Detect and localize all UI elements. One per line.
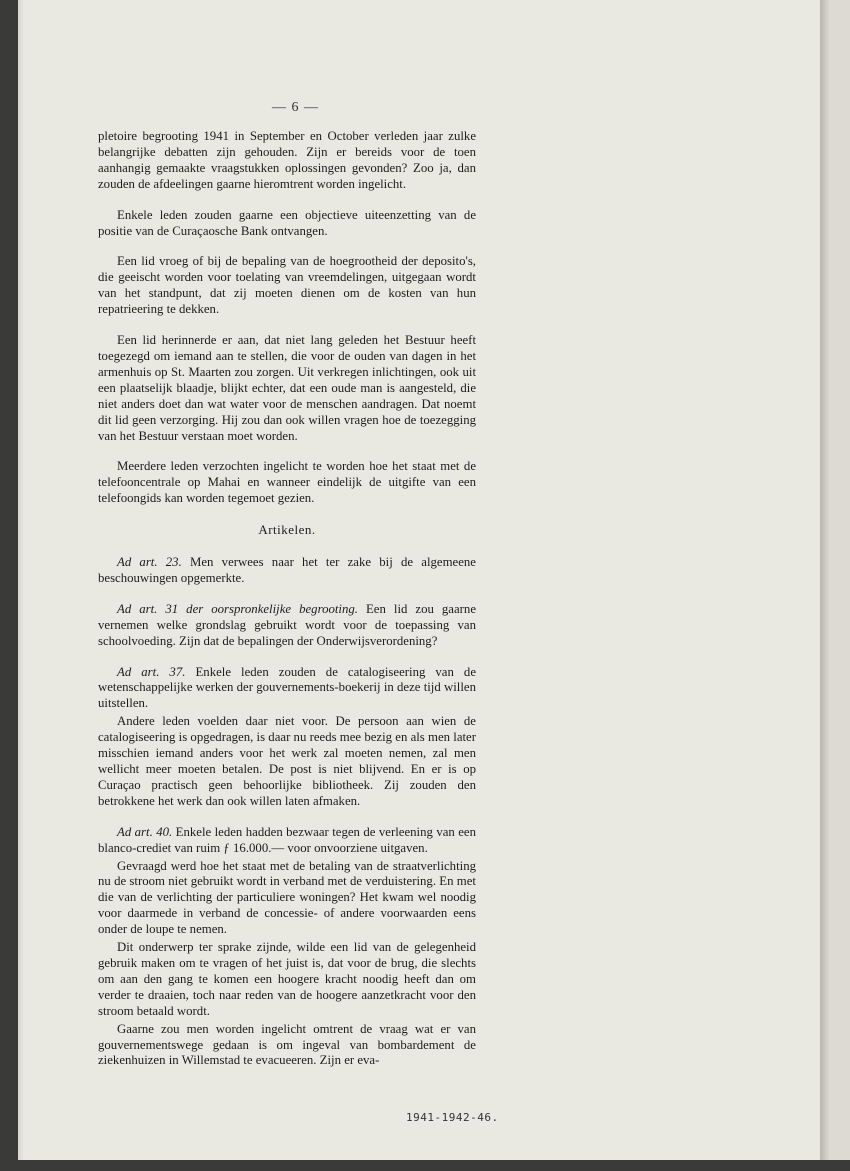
document-page xyxy=(18,0,820,1160)
paragraph-curacaosche-bank: Enkele leden zouden gaarne een objectieve uiteenzetting van de positie van de Curaçaosche Bank ontvangen. xyxy=(98,207,476,238)
paragraph-armenhuis: Een lid herinnerde er aan, dat niet lang geleden het Bestuur heeft toegezegd om iemand aan te stellen, die voor de ouden van dagen in het armenhuis op St. Maarten zou zorgen. Uit verkregen inlichtingen, ook uit een plaatselijk blaadje, blijkt echter, dat een oude man is aangesteld, die niet anders doet dan wat water voor de menschen aandragen. Dat noemt dit lid geen verzorging. Hij zou dan ook willen vragen hoe de toezegging van het Bestuur verstaan moet worden. xyxy=(98,333,476,443)
article-text: Enkele leden hadden bezwaar tegen de verleening van een blanco-crediet van ruim ƒ 16.000.— voor onvoorziene uitgaven. xyxy=(98,824,476,855)
section-heading: Artikelen. xyxy=(258,522,316,538)
page-fold xyxy=(820,0,830,1160)
paragraph-continuation: pletoire begrooting 1941 in September en October verleden jaar zulke belangrijke debatten zijn gehouden. Zijn er bereids voor de toen aanhangig gemaakte vraagstukken oplossingen gevonden? Zoo ja, dan zouden de afdeelingen gaarne hieromtrent worden ingelicht. xyxy=(98,129,476,191)
article-40-followup: Dit onderwerp ter sprake zijnde, wilde een lid van de gelegenheid gebruik maken om te vragen of het juist is, dat voor de brug, die slechts om aan den gang te komen een hoogere kracht noodig heeft dan om verder te draaien, toch naar reden van de hoogere aanzetkracht voor den stroom betaald wordt. xyxy=(98,940,476,1018)
article-40 xyxy=(98,825,476,857)
article-ref: Ad art. 23. xyxy=(117,555,182,570)
article-40-followup: Gevraagd werd hoe het staat met de betaling van de straatverlichting nu de stroom niet gebruikt wordt in verband met de verduistering. En met die van de verlichting der particuliere woningen? Het kwam wel noodig voor daarmede in verband de concessie- of andere voorwaarden eens onder de loupe te nemen. xyxy=(98,858,476,937)
body-text xyxy=(98,129,476,1071)
paragraph-deposits: Een lid vroeg of bij de bepaling van de hoegrootheid der deposito's, die geeischt worden voor toelating van vreemdelingen, uitgegaan wordt van het standpunt, dat zij moeten dienen om de kosten van hun repatrieering te dekken. xyxy=(98,254,476,317)
scan-bottom-border xyxy=(0,1160,850,1171)
article-ref: Ad art. 31 der oorspronkelijke begrooting. xyxy=(117,601,358,616)
article-text: Men verwees naar het ter zake bij de algemeene beschouwingen opgemerkte. xyxy=(98,555,476,585)
footer-stamp: 1941-1942-46. xyxy=(406,1111,499,1124)
adjacent-page-edge xyxy=(820,0,850,1160)
article-37 xyxy=(98,665,476,713)
article-31 xyxy=(98,602,476,650)
article-37-followup: Andere leden voelden daar niet voor. De persoon aan wien de catalogiseering is opgedragen, is daar nu reeds mee bezig en als men later misschien iemand anders voor het werk zal moeten nemen, zal men wellicht meer moeten betalen. De post is niet blijvend. En er is op Curaçao practisch geen behoorlijke bibliotheek. Zij zouden den betrokkene het werk dan ook willen laten afmaken. xyxy=(98,714,476,808)
paragraph-telefooncentrale: Meerdere leden verzochten ingelicht te worden hoe het staat met de telefooncentrale op Mahai en wanneer eindelijk de uitgifte van een telefoongids kan worden tegemoet gezien. xyxy=(98,459,476,506)
article-ref: Ad art. 40. xyxy=(117,824,173,839)
article-40-followup: Gaarne zou men worden ingelicht omtrent de vraag wat er van gouvernementswege gedaan is om ingeval van bombardement de ziekenhuizen in Willemstad te evacueeren. Zijn er eva- xyxy=(98,1021,476,1068)
article-23 xyxy=(98,555,476,587)
article-ref: Ad art. 37. xyxy=(117,664,186,679)
page-number: — 6 — xyxy=(272,100,319,115)
article-text: Enkele leden zouden de catalogiseering van de wetenschappelijke werken der gouvernements-boekerij in deze tijd willen uitstellen. xyxy=(98,664,476,711)
article-text: Een lid zou gaarne vernemen welke grondslag gebruikt wordt voor de toepassing van schoolvoeding. Zijn dat de bepalingen der Onderwijsverordening? xyxy=(98,601,476,648)
